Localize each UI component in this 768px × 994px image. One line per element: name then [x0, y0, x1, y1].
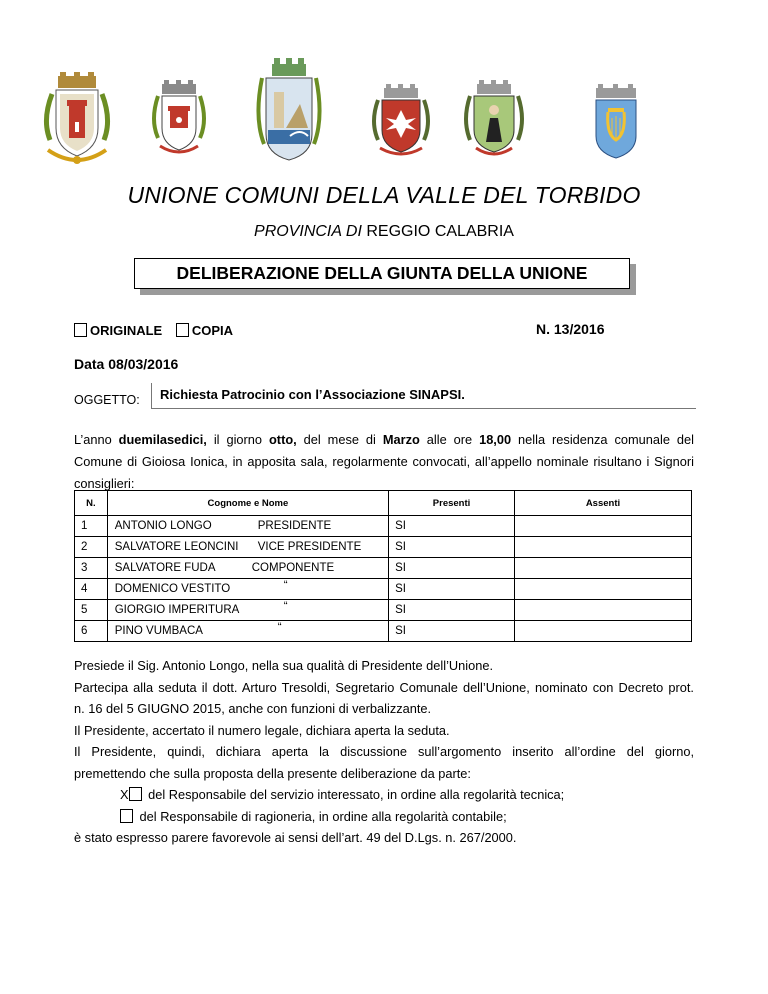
minutes-body — [74, 655, 694, 849]
absent-cell — [514, 621, 691, 642]
present-cell: SI — [389, 537, 515, 558]
secretary-line-2: n. 16 del 5 GIUGNO 2015, anche con funzioni di verbalizzante. — [74, 701, 432, 716]
province-prefix: PROVINCIA DI — [254, 223, 362, 240]
accounting-checkbox[interactable] — [120, 809, 133, 823]
attendance-body — [75, 516, 692, 642]
member-cell — [107, 621, 388, 642]
castle-crest-icon — [148, 80, 210, 160]
present-cell: SI — [389, 516, 515, 537]
lyre-crest-icon — [592, 84, 640, 160]
province-line — [0, 223, 768, 241]
row-number: 4 — [75, 579, 108, 600]
member-name: ANTONIO LONGO — [114, 520, 212, 532]
absent-cell — [514, 516, 691, 537]
present-cell: SI — [389, 558, 515, 579]
technical-mark: X — [120, 787, 129, 802]
absent-cell — [514, 579, 691, 600]
president-line: Presiede il Sig. Antonio Longo, nella sua qualità di Presidente dell’Unione. — [74, 658, 494, 673]
row-number: 1 — [75, 516, 108, 537]
attendance-header-row — [75, 491, 692, 516]
member-cell — [107, 558, 388, 579]
deliberation-title: DELIBERAZIONE DELLA GIUNTA DELLA UNIONE — [176, 263, 588, 283]
row-number: 3 — [75, 558, 108, 579]
seaside-crest-icon — [254, 58, 324, 166]
province-name: REGGIO CALABRIA — [366, 223, 514, 240]
member-name: SALVATORE LEONCINI — [114, 541, 239, 553]
technical-option — [74, 784, 694, 806]
maltese-cross-crest-icon — [370, 84, 432, 160]
member-role: VICE PRESIDENTE — [257, 541, 362, 553]
intro-text: L’anno — [74, 432, 119, 447]
member-role: COMPONENTE — [251, 562, 335, 574]
secretary-line-1: Partecipa alla seduta il dott. Arturo Tresoldi, Segretario Comunale dell’Unione, nominato con Decreto prot. — [74, 679, 694, 695]
copy-type-row — [74, 323, 233, 338]
quorum-line: Il Presidente, accertato il numero legale, dichiara aperta la seduta. — [74, 722, 450, 738]
discussion-line-2: premettendo che sulla proposta della presente deliberazione da parte: — [74, 765, 471, 781]
tower-crest-icon — [38, 70, 116, 170]
intro-text: alle ore — [419, 432, 480, 447]
member-name: SALVATORE FUDA — [114, 562, 216, 574]
member-name: DOMENICO VESTITO — [114, 583, 231, 595]
present-cell: SI — [389, 621, 515, 642]
saint-figure-crest-icon — [462, 80, 526, 164]
member-role: PRESIDENTE — [257, 520, 332, 532]
accounting-option — [74, 806, 694, 828]
header-n: N. — [75, 491, 108, 516]
deliberation-number: N. 13/2016 — [536, 321, 605, 337]
member-name: GIORGIO IMPERITURA — [114, 604, 240, 616]
header-name: Cognome e Nome — [107, 491, 388, 516]
present-cell: SI — [389, 579, 515, 600]
header-present: Presenti — [389, 491, 515, 516]
header-absent: Assenti — [514, 491, 691, 516]
member-cell — [107, 537, 388, 558]
intro-day: otto, — [268, 432, 297, 447]
table-row — [75, 621, 692, 642]
subject-text: Richiesta Patrocinio con l’Associazione SINAPSI. — [160, 387, 465, 402]
intro-month: Marzo — [382, 432, 420, 447]
copy-checkbox[interactable] — [176, 323, 189, 337]
member-cell — [107, 600, 388, 621]
absent-cell — [514, 558, 691, 579]
intro-year: duemilasedici, — [118, 432, 207, 447]
table-row — [75, 600, 692, 621]
member-role: “ — [277, 622, 282, 634]
member-role: “ — [283, 601, 288, 613]
table-row — [75, 516, 692, 537]
row-number: 2 — [75, 537, 108, 558]
member-cell — [107, 579, 388, 600]
intro-text: nella residenza comunale del Comune di Gioiosa Ionica, in apposita sala, regolarmente convocati, all’appello nominale risultano i Signori consiglieri: — [74, 432, 694, 491]
original-label: ORIGINALE — [90, 323, 163, 338]
table-row — [75, 558, 692, 579]
intro-paragraph — [74, 429, 694, 495]
intro-text: del mese di — [296, 432, 383, 447]
member-name: PINO VUMBACA — [114, 625, 203, 637]
member-role: “ — [283, 580, 288, 592]
intro-time: 18,00 — [479, 432, 512, 447]
table-row — [75, 579, 692, 600]
absent-cell — [514, 537, 691, 558]
row-number: 6 — [75, 621, 108, 642]
copy-label: COPIA — [191, 323, 234, 338]
intro-text: il giorno — [206, 432, 269, 447]
accounting-text: del Responsabile di ragioneria, in ordine alla regolarità contabile; — [136, 808, 507, 824]
deliberation-title-box — [134, 258, 630, 289]
original-checkbox[interactable] — [74, 323, 87, 337]
technical-text: del Responsabile del servizio interessato, in ordine alla regolarità tecnica; — [144, 787, 565, 802]
date-line: Data 08/03/2016 — [74, 356, 179, 372]
opinion-line: è stato espresso parere favorevole ai sensi dell’art. 49 del D.Lgs. n. 267/2000. — [74, 830, 517, 845]
attendance-table — [74, 490, 692, 642]
union-title: UNIONE COMUNI DELLA VALLE DEL TORBIDO — [127, 182, 641, 208]
table-row — [75, 537, 692, 558]
present-cell: SI — [389, 600, 515, 621]
technical-checkbox[interactable] — [129, 787, 142, 801]
member-cell — [107, 516, 388, 537]
absent-cell — [514, 600, 691, 621]
subject-label: OGGETTO: — [74, 393, 140, 407]
row-number: 5 — [75, 600, 108, 621]
discussion-line-1: Il Presidente, quindi, dichiara aperta la discussione sull’argomento inserito all’ordine del giorno, — [74, 744, 694, 759]
